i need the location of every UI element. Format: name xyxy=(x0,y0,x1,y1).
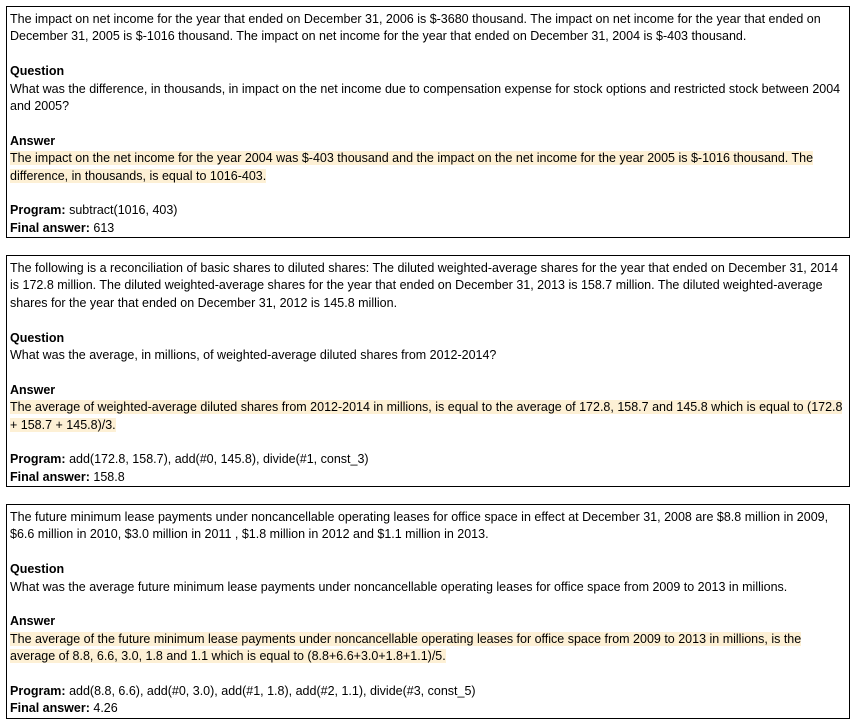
answer-label: Answer xyxy=(10,133,56,148)
example-card xyxy=(6,255,850,487)
answer-label: Answer xyxy=(10,614,56,629)
answer-text: The impact on the net income for the year 2004 was $-403 thousand and the impact on the net income for the year 2005 is $-1016 thousand. The difference, in thousands, is equal to 1016-403. xyxy=(10,151,814,183)
final-answer-label: Final answer: xyxy=(10,220,90,235)
question-text: What was the average, in millions, of weighted-average diluted shares from 2012-2014? xyxy=(10,348,497,363)
example-card xyxy=(6,504,850,719)
program-value: subtract(1016, 403) xyxy=(69,203,178,218)
question-label: Question xyxy=(10,330,65,345)
context-text: The impact on net income for the year that ended on December 31, 2006 is $-3680 thousand. The impact on net income for the year that ended on December 31, 2005 is $-1016 thousand. The impact on net income for the year that ended on December 31, 2004 is $-403 thousand. xyxy=(10,12,821,44)
final-answer-line xyxy=(10,220,847,237)
final-answer-value: 4.26 xyxy=(93,701,118,716)
final-answer-line xyxy=(10,469,847,486)
question-text: What was the average future minimum lease payments under noncancellable operating leases for office space from 2009 to 2013 in millions. xyxy=(10,579,788,594)
example-card xyxy=(6,6,850,238)
context-text: The following is a reconciliation of basic shares to diluted shares: The diluted weighted-average shares for the year that ended on December 31, 2014 is 172.8 million. The diluted weighted-average shares for the year that ended on December 31, 2013 is 158.7 million. The diluted weighted-average shares for the year that ended on December 31, 2012 is 145.8 million. xyxy=(10,261,839,310)
context-text: The future minimum lease payments under noncancellable operating leases for office space in effect at December 31, 2008 are $8.8 million in 2009, $6.6 million in 2010, $3.0 million in 2011 , $1.8 million in 2012 and $1.1 million in 2013. xyxy=(10,510,829,542)
answer-text: The average of the future minimum lease payments under noncancellable operating leases for office space from 2009 to 2013 in millions, is the average of 8.8, 6.6, 3.0, 1.8 and 1.1 which is equal to (8.8+6.6+3.0+1.8+1.1)/5. xyxy=(10,631,802,664)
question-text: What was the difference, in thousands, in impact on the net income due to compensation expense for stock options and restricted stock between 2004 and 2005? xyxy=(10,81,841,114)
program-line xyxy=(10,202,847,219)
question-label: Question xyxy=(10,64,65,79)
program-value: add(8.8, 6.6), add(#0, 3.0), add(#1, 1.8), add(#2, 1.1), divide(#3, const_5) xyxy=(69,684,476,699)
program-label: Program: xyxy=(10,203,66,218)
program-value: add(172.8, 158.7), add(#0, 145.8), divide(#1, const_3) xyxy=(69,452,369,467)
program-line xyxy=(10,683,847,700)
final-answer-label: Final answer: xyxy=(10,469,90,484)
final-answer-label: Final answer: xyxy=(10,701,90,716)
final-answer-value: 158.8 xyxy=(93,469,125,484)
question-label: Question xyxy=(10,562,65,577)
answer-label: Answer xyxy=(10,382,56,397)
final-answer-line xyxy=(10,700,847,717)
program-line xyxy=(10,451,847,468)
answer-text: The average of weighted-average diluted shares from 2012-2014 in millions, is equal to the average of 172.8, 158.7 and 145.8 which is equal to (172.8 + 158.7 + 145.8)/3. xyxy=(10,400,843,432)
final-answer-value: 613 xyxy=(93,220,115,235)
program-label: Program: xyxy=(10,684,66,699)
program-label: Program: xyxy=(10,452,66,467)
